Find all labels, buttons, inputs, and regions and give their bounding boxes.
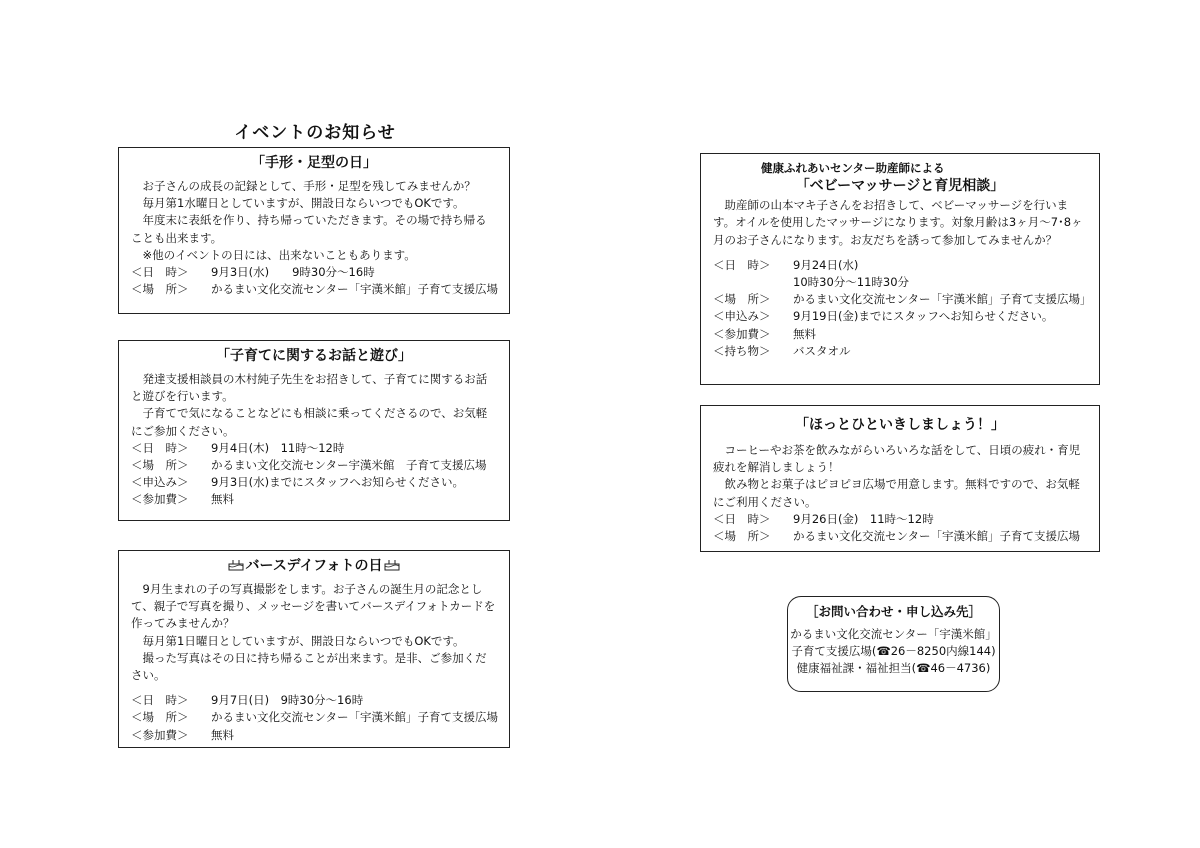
info-value: 9月26日(金) 11時～12時 [793,511,934,526]
contact-line: かるまい文化交流センター「宇漢米館」 [790,627,997,641]
contact-box [787,596,1000,692]
event-birthday [118,550,510,748]
info-row [713,343,1087,360]
event-text: 子育てで気になることなどにも相談に乗ってくださるので、お気軽にご参加ください。 [131,406,488,438]
event-title: 「子育てに関するお話と遊び」 [216,348,412,364]
info-label: ＜参加費＞ [131,492,189,507]
event-text: コーヒーやお茶を飲みながらいろいろな話をして、日頃の疲れ・育児疲れを解消しましょう！ [713,443,1081,475]
info-label: ＜持ち物＞ [713,343,771,358]
info-value: 無料 [793,326,816,341]
info-row [713,308,1087,325]
cake-icon [384,558,400,571]
info-row [131,440,497,457]
info-value: かるまい文化交流センター「宇漢米館」子育て支援広場 [211,710,499,725]
info-label: ＜日 時＞ [131,265,189,280]
info-row [713,511,1087,528]
info-label: ＜日 時＞ [713,257,771,272]
event-text: 発達支援相談員の木村純子先生をお招きして、子育てに関するお話と遊びを行います。 [131,372,488,404]
event-talk [118,340,510,521]
event-text: 毎月第1日曜日としていますが、開設日ならいつでもOKです。 [131,633,465,648]
event-text: 9月生まれの子の写真撮影をします。お子さんの誕生月の記念として、親子で写真を撮り、メッセージを書いてバースデイフォトカードを作ってみませんか？ [131,582,496,631]
event-title-row [131,557,497,575]
info-value: バスタオル [793,343,851,358]
event-text: 飲み物とお菓子はピヨピヨ広場で用意します。無料ですので、お気軽にご利用ください。 [713,477,1080,509]
event-massage [700,153,1100,385]
info-value: かるまい文化交流センター宇漢米館 子育て支援広場 [211,458,487,473]
event-title: 「手形・足型の日」 [251,155,377,171]
info-label: ＜場 所＞ [131,458,189,473]
info-row [131,709,497,726]
info-label: ＜日 時＞ [713,511,771,526]
info-label: ＜場 所＞ [131,710,189,725]
page-title: イベントのお知らせ [234,123,396,143]
info-row [131,264,497,281]
event-text: 助産師の山本マキ子さんをお招きして、ベビーマッサージを行います。オイルを使用したマッサージになります。対象月齢は3ヶ月～7･8ヶ月のお子さんになります。お友だちを誘って参加してみませんか？ [713,198,1083,247]
info-value: 9月3日(水)までにスタッフへお知らせください。 [211,475,465,490]
info-row [131,457,497,474]
event-handprint [118,147,510,314]
info-row [131,474,497,491]
cake-icon [228,558,244,571]
contact-line: 子育て支援広場(☎26－8250内線144) [791,644,996,658]
info-row [131,491,497,508]
info-label: ＜参加費＞ [713,326,771,341]
contact-title: ［お問い合わせ・申し込み先］ [805,604,981,619]
info-row [131,281,497,298]
info-label: ＜場 所＞ [713,292,771,307]
info-value: かるまい文化交流センター「宇漢米館」子育て支援広場 [793,529,1081,544]
info-row [131,727,497,744]
info-label [713,274,793,291]
info-value: 9月3日(水) 9時30分～16時 [211,265,375,280]
info-row [713,528,1087,545]
event-relax [700,405,1100,552]
event-title: バースデイフォトの日 [245,558,383,574]
event-text: お子さんの成長の記録として、手形・足型を残してみませんか？ [131,179,476,193]
event-subtitle: 健康ふれあいセンター助産師による [761,161,945,175]
info-value: 10時30分～11時30分 [793,275,910,290]
info-value: かるまい文化交流センター「宇漢米館」子育て支援広場」 [793,292,1092,307]
event-text: 撮った写真はその日に持ち帰ることが出来ます。是非、ご参加ください。 [131,650,487,683]
info-label: ＜参加費＞ [131,727,189,742]
info-label: ＜日 時＞ [131,440,189,455]
info-label: ＜日 時＞ [131,693,189,708]
info-label: ＜申込み＞ [131,475,189,490]
info-value: 無料 [211,492,234,507]
info-label: ＜場 所＞ [713,529,771,544]
event-text: ※他のイベントの日には、出来ないこともあります。 [131,247,416,262]
info-row [131,692,497,709]
event-text: 毎月第1水曜日としていますが、開設日ならいつでもOKです。 [131,196,465,211]
info-row [713,326,1087,343]
info-row [713,257,1087,274]
event-title: 「ベビーマッサージと育児相談」 [795,178,1005,195]
info-value: かるまい文化交流センター「宇漢米館」子育て支援広場 [211,282,499,297]
contact-line: 健康福祉課・福祉担当(☎46－4736) [796,661,991,675]
info-row [713,291,1092,308]
info-value: 9月4日(木) 11時～12時 [211,440,345,455]
info-label: ＜申込み＞ [713,309,771,324]
info-value: 無料 [211,727,234,742]
info-label: ＜場 所＞ [131,282,189,297]
info-row [713,274,1087,291]
event-title: 「ほっとひといきしましょう！」 [795,417,1005,433]
info-value: 9月24日(水) [793,257,859,272]
info-value: 9月19日(金)までにスタッフへお知らせください。 [793,309,1054,324]
info-value: 9月7日(日) 9時30分～16時 [211,693,364,708]
event-text: 年度末に表紙を作り、持ち帰っていただきます。その場で持ち帰ることも出来ます。 [131,213,487,245]
